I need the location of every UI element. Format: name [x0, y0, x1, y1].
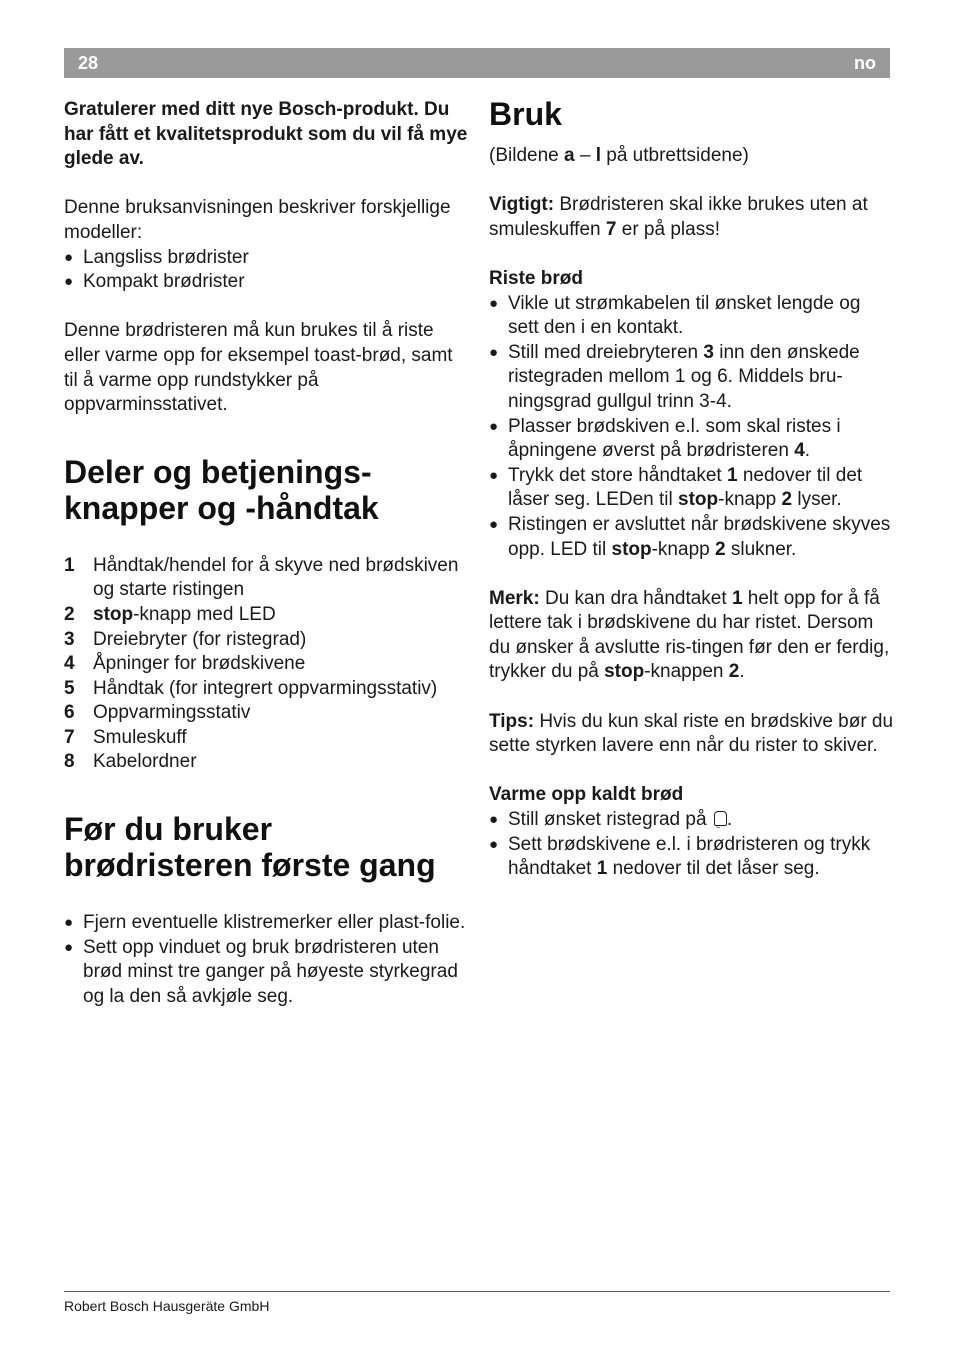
- list-item: 1 Håndtak/hendel for å skyve ned brødskiven og starte ristingen: [64, 554, 459, 601]
- toast-heading: Riste brød: [489, 267, 583, 289]
- list-item: ● Langsliss brødrister: [64, 246, 469, 271]
- list-item: ● Kompakt brødrister: [64, 270, 469, 295]
- list-item: ● Still ønsket ristegrad på ≈.: [489, 808, 894, 833]
- usage-note: Denne brødristeren må kun brukes til å riste eller varme opp for eksempel toast-brød, samt til å varme opp rundstykker på oppvarminsstativet.: [64, 320, 453, 416]
- intro-description: Denne bruksanvisningen beskriver forskjellige modeller:: [64, 197, 451, 243]
- list-item: 8 Kabelordner: [64, 751, 197, 773]
- parts-list: [64, 554, 469, 775]
- page-header-bar: [64, 48, 890, 78]
- left-column: [64, 98, 469, 1009]
- language-code: no: [854, 53, 876, 73]
- footer-company: Robert Bosch Hausgeräte GmbH: [64, 1298, 270, 1314]
- footer-divider: [64, 1291, 890, 1292]
- list-item: 7 Smuleskuff: [64, 726, 187, 748]
- intro-bold-text: Gratulerer med ditt nye Bosch-produkt. Du har fått et kvalitetsprodukt som du vil få mye glede av.: [64, 99, 468, 170]
- list-item: 3 Dreiebryter (for ristegrad): [64, 628, 307, 650]
- first-use-list: [64, 911, 469, 1009]
- list-item: 5 Håndtak (for integrert oppvarmingsstativ): [64, 677, 438, 699]
- page-number: 28: [78, 53, 99, 73]
- list-item: ● Trykk det store håndtaket 1 nedover til det låser seg. LEDen til stop-knapp 2 lyser.: [489, 464, 894, 513]
- parts-heading: Deler og betjenings-knapper og -håndtak: [64, 453, 379, 526]
- usage-heading: Bruk: [489, 96, 562, 132]
- warm-bread-symbol-icon: [714, 811, 727, 826]
- list-item: ● Sett brødskivene e.l. i brødristeren og trykk håndtaket 1 nedover til det låser seg.: [489, 833, 894, 882]
- note-paragraph: Merk: Du kan dra håndtaket 1 helt opp for å få lettere tak i brødskivene du har ristet. Dersom du ønsker å avslutte ris-tingen før den er ferdig, trykker du på stop-knappen 2.: [489, 587, 890, 683]
- list-item: 6 Oppvarmingsstativ: [64, 702, 251, 724]
- list-item: ● Still med dreiebryteren 3 inn den ønskede ristegraden mellom 1 og 6. Middels bru-ningsgrad gullgul trinn 3-4.: [489, 341, 894, 415]
- tips-paragraph: Tips: Hvis du kun skal riste en brødskive bør du sette styrken lavere enn når du rister to skiver.: [489, 710, 894, 757]
- list-item: ● Vikle ut strømkabelen til ønsket lengde og sett den i en kontakt.: [489, 292, 894, 341]
- list-item: ● Fjern eventuelle klistremerker eller plast-folie.: [64, 911, 469, 936]
- list-item: 4 Åpninger for brødskivene: [64, 653, 306, 675]
- list-item: ● Ristingen er avsluttet når brødskivene skyves opp. LED til stop-knapp 2 slukner.: [489, 513, 894, 562]
- list-item: 2 stop-knapp med LED: [64, 603, 276, 625]
- toast-steps-list: [489, 292, 894, 563]
- warm-heading: Varme opp kaldt brød: [489, 784, 684, 806]
- important-note: Vigtigt: Brødristeren skal ikke brukes uten at smuleskuffen 7 er på plass!: [489, 194, 868, 240]
- right-column: [489, 98, 894, 882]
- first-use-heading: Før du bruker brødristeren første gang: [64, 811, 436, 884]
- list-item: ● Plasser brødskiven e.l. som skal ristes i åpningene øverst på brødristeren 4.: [489, 415, 894, 464]
- warm-steps-list: [489, 808, 894, 882]
- model-list: [64, 246, 469, 295]
- figures-reference: (Bildene a – l på utbrettsidene): [489, 145, 749, 166]
- list-item: ● Sett opp vinduet og bruk brødristeren uten brød minst tre ganger på høyeste styrkegrad og la den så avkjøle seg.: [64, 936, 469, 1010]
